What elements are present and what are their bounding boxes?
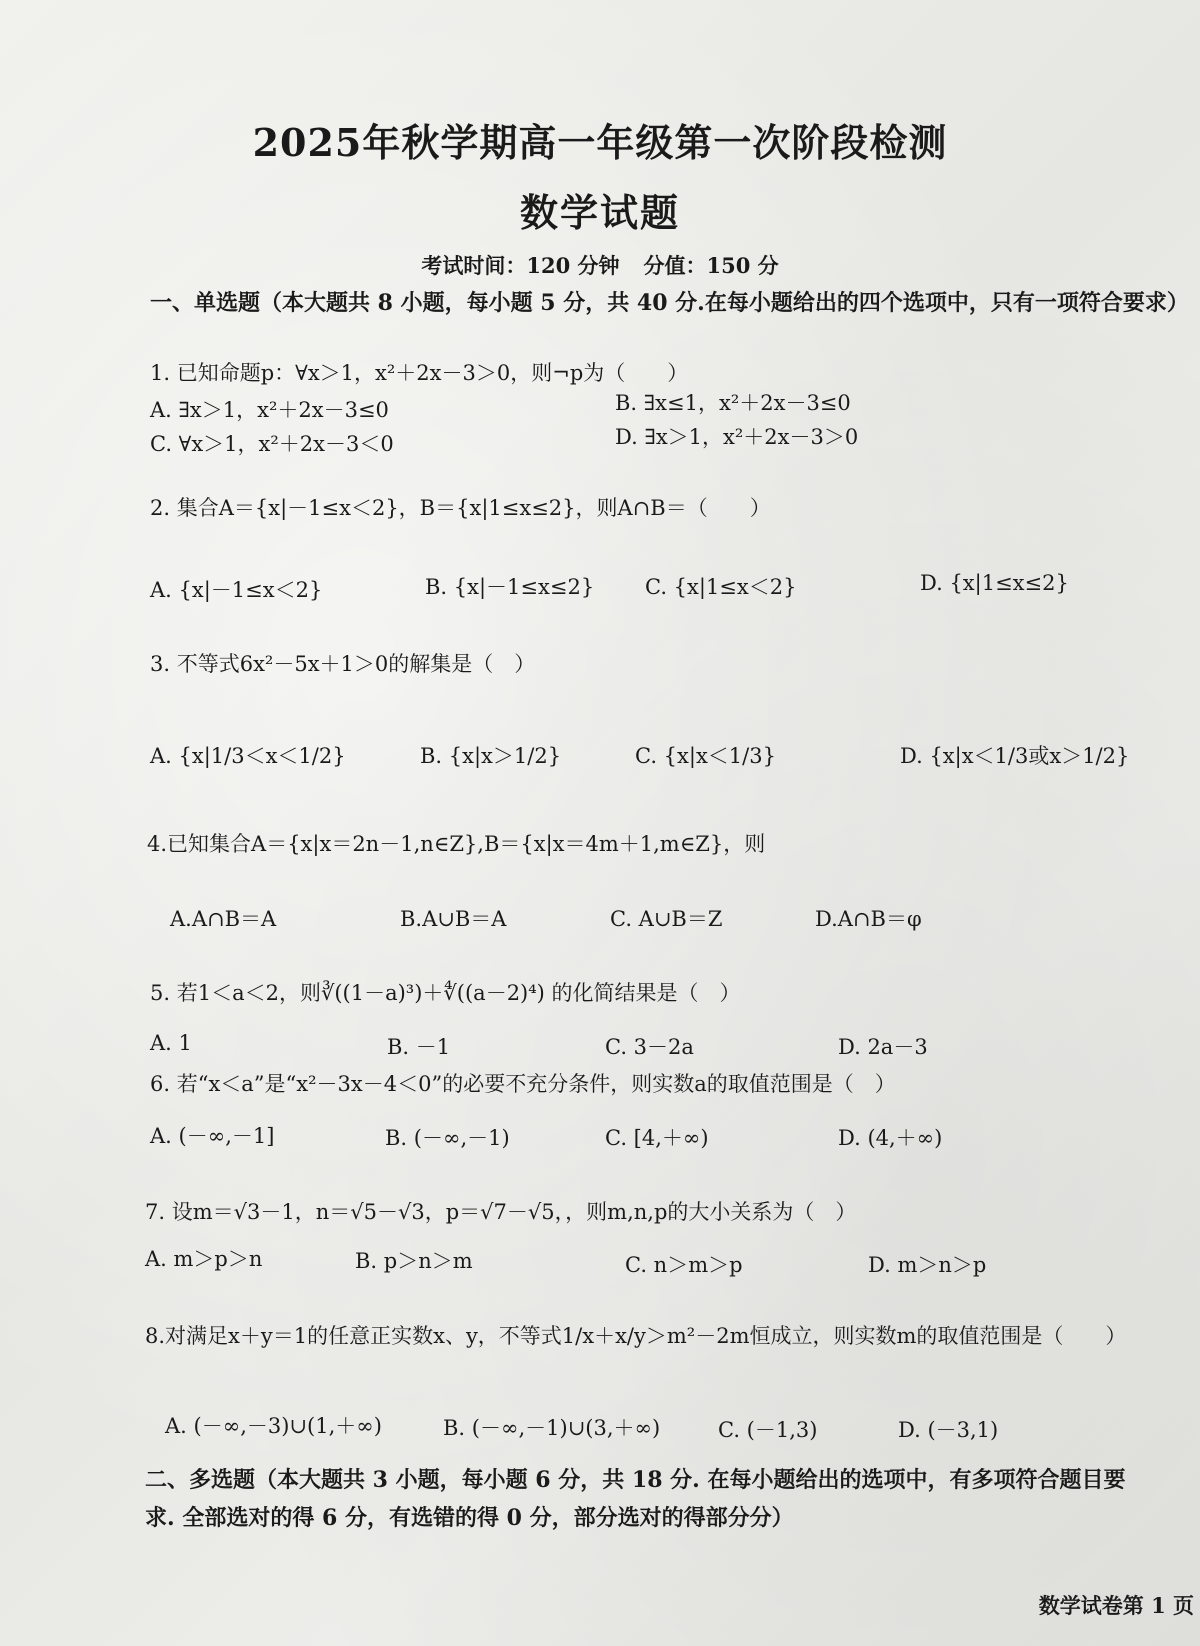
question-2-option-b: B. {x|－1≤x≤2} <box>425 575 595 599</box>
question-4-option-b: B.A∪B＝A <box>400 907 507 931</box>
question-6-option-a: A. (－∞,－1] <box>150 1124 275 1148</box>
question-8-option-b: B. (－∞,－1)∪(3,＋∞) <box>443 1416 661 1440</box>
question-2-option-c: C. {x|1≤x＜2} <box>645 575 797 599</box>
question-2-stem: 2. 集合A＝{x|－1≤x＜2}，B＝{x|1≤x≤2}，则A∩B＝（ ） <box>150 496 771 520</box>
question-1-stem: 1. 已知命题p：∀x＞1，x²＋2x－3＞0，则¬p为（ ） <box>150 361 689 385</box>
question-6-stem: 6. 若“x＜a”是“x²－3x－4＜0”的必要不充分条件，则实数a的取值范围是（ ） <box>150 1072 896 1096</box>
section-2-heading: 二、多选题（本大题共 3 小题，每小题 6 分，共 18 分. 在每小题给出的选项中，有多项符合题目要求. 全部选对的得 6 分，有选错的得 0 分，部分选对的得部分分） <box>145 1467 1126 1531</box>
question-4-stem: 4.已知集合A＝{x|x＝2n－1,n∈Z},B＝{x|x＝4m＋1,m∈Z}，则 <box>147 832 766 856</box>
question-8-option-d: D. (－3,1) <box>898 1418 999 1442</box>
question-3-option-b: B. {x|x＞1/2} <box>420 744 562 768</box>
question-4-option-a: A.A∩B＝A <box>170 907 277 931</box>
exam-title: 2025年秋学期高一年级第一次阶段检测 <box>252 120 948 165</box>
question-2-option-d: D. {x|1≤x≤2} <box>920 571 1069 595</box>
question-3-option-c: C. {x|x＜1/3} <box>635 744 776 768</box>
question-1-option-d: D. ∃x＞1，x²＋2x－3＞0 <box>615 425 859 449</box>
question-5-option-a: A. 1 <box>150 1031 192 1055</box>
question-6-option-d: D. (4,＋∞) <box>838 1126 943 1150</box>
question-7-option-b: B. p＞n＞m <box>355 1249 473 1273</box>
question-3-stem: 3. 不等式6x²－5x＋1＞0的解集是（ ） <box>150 652 536 676</box>
question-3-option-a: A. {x|1/3＜x＜1/2} <box>150 744 346 768</box>
question-7-option-a: A. m＞p＞n <box>145 1247 263 1271</box>
page-footer: 数学试卷第 1 页 <box>1038 1593 1194 1618</box>
exam-score: 分值：150 分 <box>643 253 779 278</box>
question-1-option-a: A. ∃x＞1，x²＋2x－3≤0 <box>150 398 389 422</box>
question-2-option-a: A. {x|－1≤x＜2} <box>150 578 323 602</box>
question-4-option-c: C. A∪B＝Z <box>610 907 723 931</box>
question-4-option-d: D.A∩B＝φ <box>815 907 922 931</box>
question-7-option-d: D. m＞n＞p <box>868 1253 987 1277</box>
exam-meta <box>0 250 1200 280</box>
question-7-stem: 7. 设m＝√3－1，n＝√5－√3，p＝√7－√5，，则m,n,p的大小关系为（ ） <box>145 1200 857 1224</box>
question-5-option-b: B. －1 <box>387 1035 451 1059</box>
question-5-option-c: C. 3－2a <box>605 1035 694 1059</box>
question-3-option-d: D. {x|x＜1/3或x＞1/2} <box>900 744 1130 768</box>
question-5-stem: 5. 若1＜a＜2，则∛((1－a)³)＋∜((a－2)⁴) 的化简结果是（ ） <box>150 981 741 1005</box>
question-1-option-b: B. ∃x≤1，x²＋2x－3≤0 <box>615 391 851 415</box>
question-7-option-c: C. n＞m＞p <box>625 1253 743 1277</box>
question-8-option-a: A. (－∞,－3)∪(1,＋∞) <box>165 1414 382 1438</box>
exam-subtitle: 数学试题 <box>519 190 680 235</box>
section-1-heading: 一、单选题（本大题共 8 小题，每小题 5 分，共 40 分.在每小题给出的四个选项中，只有一项符合要求） <box>150 290 1189 316</box>
question-6-option-b: B. (－∞,－1) <box>385 1126 510 1150</box>
exam-time: 考试时间：120 分钟 <box>421 253 620 278</box>
question-8-stem: 8.对满足x＋y＝1的任意正实数x、y，不等式1/x＋x/y＞m²－2m恒成立，则实数m的取值范围是（ ） <box>145 1324 1127 1348</box>
question-1-option-c: C. ∀x＞1，x²＋2x－3＜0 <box>150 432 394 456</box>
question-8-option-c: C. (－1,3) <box>718 1418 818 1442</box>
question-6-option-c: C. [4,＋∞) <box>605 1126 709 1150</box>
question-5-option-d: D. 2a－3 <box>838 1035 928 1059</box>
